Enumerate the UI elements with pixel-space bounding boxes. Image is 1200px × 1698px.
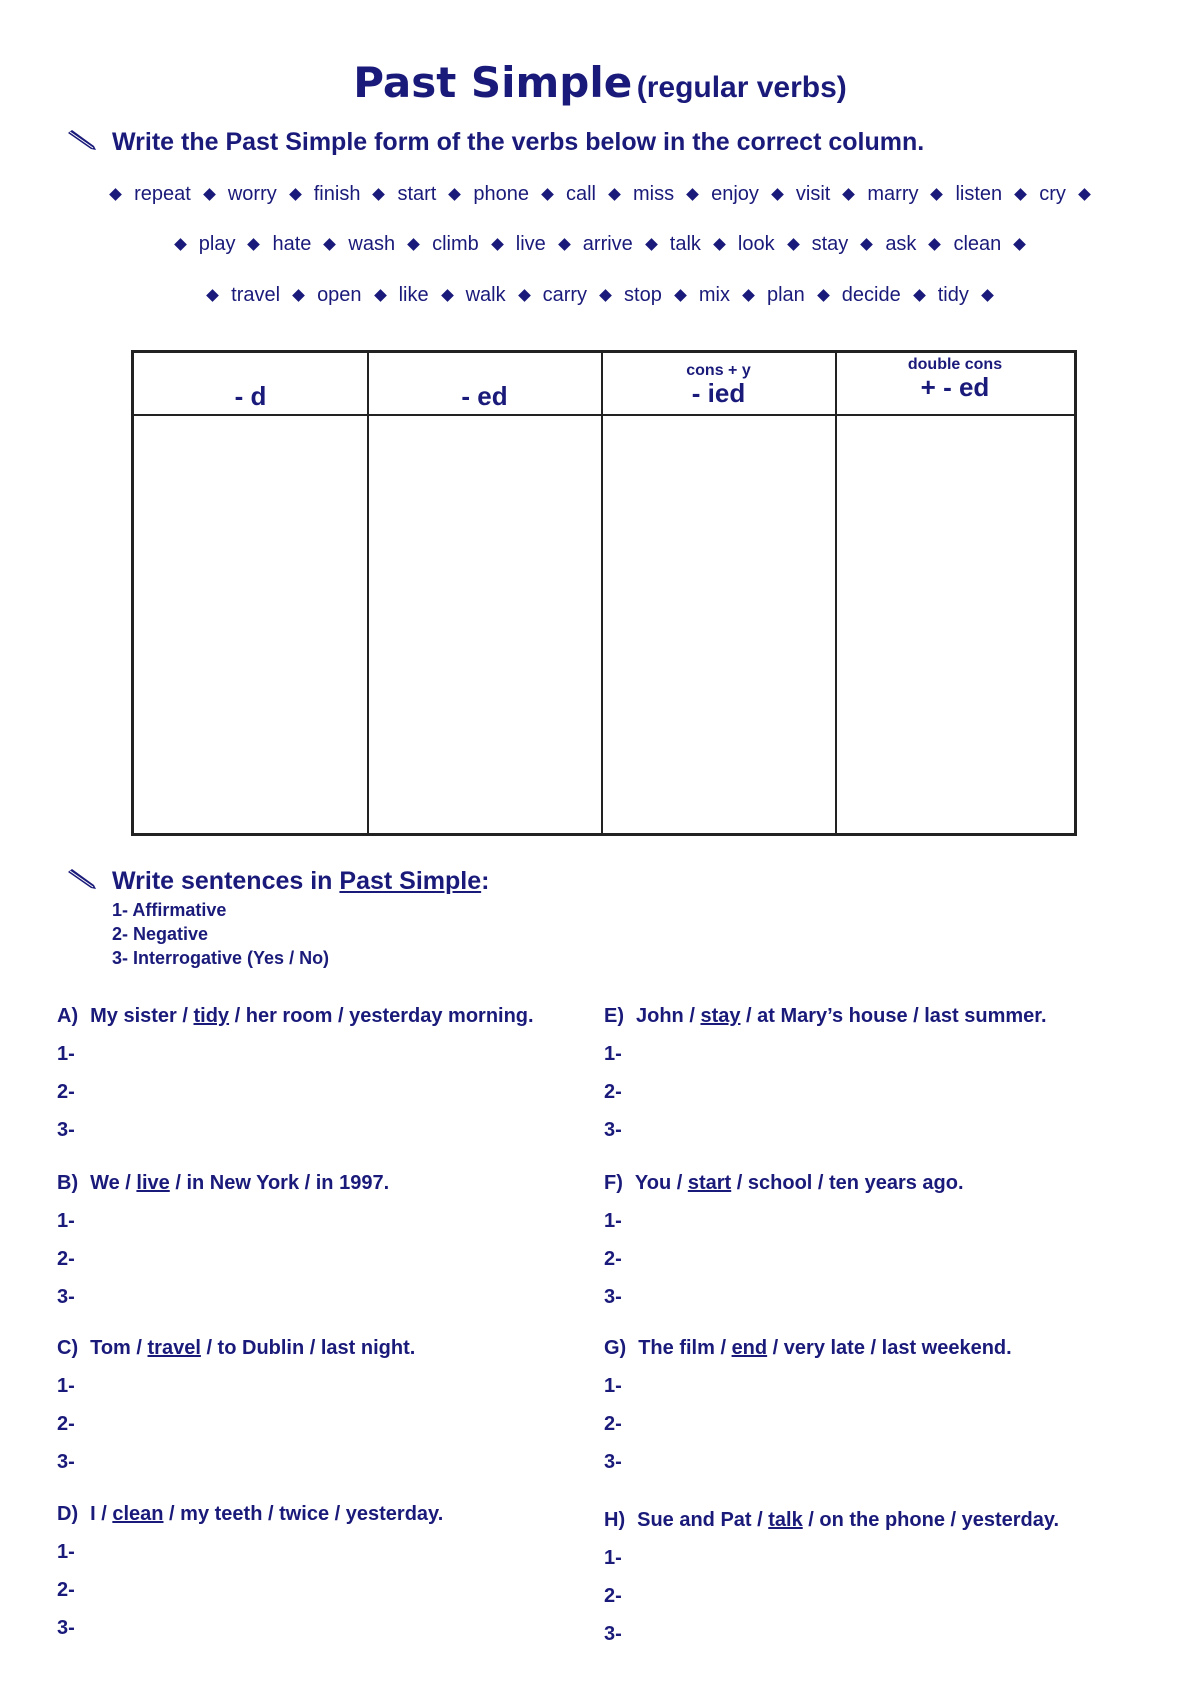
verb-columns-table (131, 350, 1077, 836)
bullet-diamond-icon (292, 289, 305, 302)
answer-line-2[interactable]: 2- (604, 1413, 622, 1435)
exercise-verb: travel (147, 1337, 201, 1359)
instruction-1 (66, 128, 924, 158)
column-d (134, 353, 369, 833)
pencil-icon (66, 129, 98, 158)
instruction-1-text: Write the Past Simple form of the verbs below in the correct column. (112, 128, 925, 156)
verb-item: play (198, 233, 236, 255)
page-title (0, 58, 1200, 107)
bullet-diamond-icon (374, 289, 387, 302)
bullet-diamond-icon (771, 188, 784, 201)
exercise-text: You / (634, 1172, 688, 1194)
verb-item: cry (1039, 183, 1066, 205)
exercise-letter: A) (57, 1005, 79, 1027)
verb-item: marry (867, 183, 919, 205)
answer-line-1[interactable]: 1- (57, 1375, 75, 1397)
exercise-text: Tom / (90, 1337, 148, 1359)
answer-line-3[interactable]: 3- (57, 1617, 75, 1639)
exercise-text: / her room / yesterday morning. (229, 1005, 534, 1027)
exercise-text: We / (90, 1172, 137, 1194)
verb-item: wash (348, 233, 396, 255)
answer-line-1[interactable]: 1- (57, 1541, 75, 1563)
answer-line-2[interactable]: 2- (57, 1413, 75, 1435)
answer-line-3[interactable]: 3- (57, 1286, 75, 1308)
answer-line-2[interactable]: 2- (604, 1585, 622, 1607)
bullet-diamond-icon (1078, 188, 1091, 201)
bullet-diamond-icon (407, 238, 420, 251)
verb-row-3 (0, 284, 1200, 307)
exercise-text: I / (90, 1503, 113, 1525)
header-double (836, 353, 1074, 414)
answer-line-1[interactable]: 1- (604, 1210, 622, 1232)
header-ied (602, 353, 835, 414)
answer-line-3[interactable]: 3- (57, 1119, 75, 1141)
exercise-letter: E) (604, 1005, 624, 1027)
bullet-diamond-icon (608, 188, 621, 201)
bullet-diamond-icon (817, 289, 830, 302)
bullet-diamond-icon (860, 238, 873, 251)
bullet-diamond-icon (518, 289, 531, 302)
bullet-diamond-icon (1013, 238, 1026, 251)
bullet-diamond-icon (441, 289, 454, 302)
header-d (134, 353, 367, 414)
answer-line-3[interactable]: 3- (604, 1451, 622, 1473)
exercise-text: / school / ten years ago. (731, 1172, 964, 1194)
bullet-diamond-icon (599, 289, 612, 302)
answer-line-3[interactable]: 3- (57, 1451, 75, 1473)
verb-item: live (515, 233, 546, 255)
exercise-e-prompt (604, 1005, 1047, 1028)
bullet-diamond-icon (742, 289, 755, 302)
exercise-b-prompt (57, 1172, 389, 1195)
bullet-diamond-icon (931, 188, 944, 201)
bullet-diamond-icon (491, 238, 504, 251)
answer-line-1[interactable]: 1- (57, 1043, 75, 1065)
verb-item: enjoy (711, 183, 759, 205)
answer-line-3[interactable]: 3- (604, 1286, 622, 1308)
verb-item: walk (465, 284, 506, 306)
verb-item: stay (811, 233, 849, 255)
bullet-diamond-icon (713, 238, 726, 251)
bullet-diamond-icon (981, 289, 994, 302)
instruction-2-prefix: Write sentences in (112, 867, 340, 895)
header-double-sub: double cons (907, 356, 1003, 373)
answer-line-2[interactable]: 2- (57, 1248, 75, 1270)
bullet-diamond-icon (674, 289, 687, 302)
exercise-letter: D) (57, 1503, 79, 1525)
exercise-text: / my teeth / twice / yesterday. (163, 1503, 444, 1525)
bullet-diamond-icon (373, 188, 386, 201)
exercise-d-prompt (57, 1503, 443, 1526)
verb-item: mix (698, 284, 730, 306)
bullet-diamond-icon (324, 238, 337, 251)
header-ed-label: - ed (461, 381, 508, 411)
verb-item: talk (669, 233, 701, 255)
exercise-text: John / (636, 1005, 701, 1027)
verb-item: hate (272, 233, 312, 255)
header-double-label: + - ed (920, 372, 990, 402)
bullet-diamond-icon (1014, 188, 1027, 201)
bullet-diamond-icon (686, 188, 699, 201)
exercise-verb: clean (112, 1503, 164, 1525)
bullet-diamond-icon (787, 238, 800, 251)
answer-line-2[interactable]: 2- (57, 1081, 75, 1103)
answer-line-2[interactable]: 2- (604, 1081, 622, 1103)
exercise-verb: start (687, 1172, 732, 1194)
exercise-text: My sister / (90, 1005, 194, 1027)
sentence-type-list (112, 898, 329, 970)
title-sub: (regular verbs) (636, 71, 847, 104)
exercise-text: / on the phone / yesterday. (802, 1509, 1060, 1531)
instruction-2-link: Past Simple (339, 867, 482, 895)
bullet-diamond-icon (541, 188, 554, 201)
exercise-text: / very late / last weekend. (767, 1337, 1012, 1359)
verb-item: tidy (937, 284, 969, 306)
verb-item: decide (841, 284, 901, 306)
verb-item: clean (953, 233, 1002, 255)
exercise-c-prompt (57, 1337, 415, 1360)
verb-row-1 (0, 183, 1200, 206)
exercise-letter: H) (604, 1509, 626, 1531)
exercise-text: / to Dublin / last night. (200, 1337, 416, 1359)
bullet-diamond-icon (843, 188, 856, 201)
column-ied (602, 353, 837, 833)
exercise-f-prompt (604, 1172, 964, 1195)
verb-item: start (397, 183, 437, 205)
pencil-icon (66, 868, 98, 897)
title-main: Past Simple (353, 58, 633, 107)
verb-item: call (565, 183, 596, 205)
sentence-type-1: 1- Affirmative (112, 900, 227, 920)
verb-item: look (737, 233, 775, 255)
verb-item: miss (633, 183, 675, 205)
verb-item: plan (766, 284, 805, 306)
verb-item: visit (795, 183, 831, 205)
exercise-verb: end (731, 1337, 768, 1359)
answer-line-1[interactable]: 1- (604, 1043, 622, 1065)
exercise-letter: F) (604, 1172, 623, 1194)
exercise-letter: C) (57, 1337, 79, 1359)
header-ied-label: - ied (691, 378, 746, 408)
verb-item: stop (624, 284, 662, 306)
exercise-h-prompt (604, 1509, 1059, 1532)
answer-line-1[interactable]: 1- (57, 1210, 75, 1232)
exercise-verb: talk (768, 1509, 803, 1531)
verb-item: travel (231, 284, 281, 306)
sentence-type-3: 3- Interrogative (Yes / No) (112, 948, 330, 968)
bullet-diamond-icon (913, 289, 926, 302)
bullet-diamond-icon (289, 188, 302, 201)
bullet-diamond-icon (203, 188, 216, 201)
bullet-diamond-icon (174, 238, 187, 251)
verb-item: open (317, 284, 362, 306)
bullet-diamond-icon (109, 188, 122, 201)
answer-line-1[interactable]: 1- (604, 1375, 622, 1397)
exercise-verb: live (136, 1172, 170, 1194)
verb-item: repeat (134, 183, 191, 205)
exercise-letter: G) (604, 1337, 627, 1359)
bullet-diamond-icon (248, 238, 261, 251)
bullet-diamond-icon (448, 188, 461, 201)
exercise-text: The film / (638, 1337, 732, 1359)
verb-item: phone (473, 183, 529, 205)
verb-item: arrive (582, 233, 633, 255)
verb-item: finish (313, 183, 361, 205)
bullet-diamond-icon (206, 289, 219, 302)
answer-line-2[interactable]: 2- (57, 1579, 75, 1601)
exercise-verb: stay (700, 1005, 741, 1027)
exercise-a-prompt (57, 1005, 534, 1028)
answer-line-1[interactable]: 1- (604, 1547, 622, 1569)
header-d-label: - d (234, 381, 267, 411)
answer-line-2[interactable]: 2- (604, 1248, 622, 1270)
instruction-2-suffix: : (481, 867, 490, 895)
exercise-verb: tidy (193, 1005, 230, 1027)
exercise-text: / in New York / in 1997. (169, 1172, 390, 1194)
verb-item: carry (542, 284, 588, 306)
header-divider (134, 414, 1074, 416)
instruction-2 (66, 867, 489, 897)
verb-item: listen (955, 183, 1003, 205)
verb-item: worry (227, 183, 277, 205)
bullet-diamond-icon (558, 238, 571, 251)
exercise-text: / at Mary’s house / last summer. (740, 1005, 1047, 1027)
verb-item: ask (885, 233, 917, 255)
header-ed (368, 353, 601, 414)
column-ed (368, 353, 603, 833)
exercise-letter: B) (57, 1172, 79, 1194)
exercise-g-prompt (604, 1337, 1012, 1360)
verb-item: climb (432, 233, 479, 255)
answer-line-3[interactable]: 3- (604, 1119, 622, 1141)
bullet-diamond-icon (645, 238, 658, 251)
bullet-diamond-icon (929, 238, 942, 251)
header-ied-sub: cons + y (686, 362, 751, 379)
answer-line-3[interactable]: 3- (604, 1623, 622, 1645)
verb-item: like (398, 284, 429, 306)
exercise-text: Sue and Pat / (637, 1509, 769, 1531)
sentence-type-2: 2- Negative (112, 924, 209, 944)
verb-row-2 (0, 233, 1200, 256)
